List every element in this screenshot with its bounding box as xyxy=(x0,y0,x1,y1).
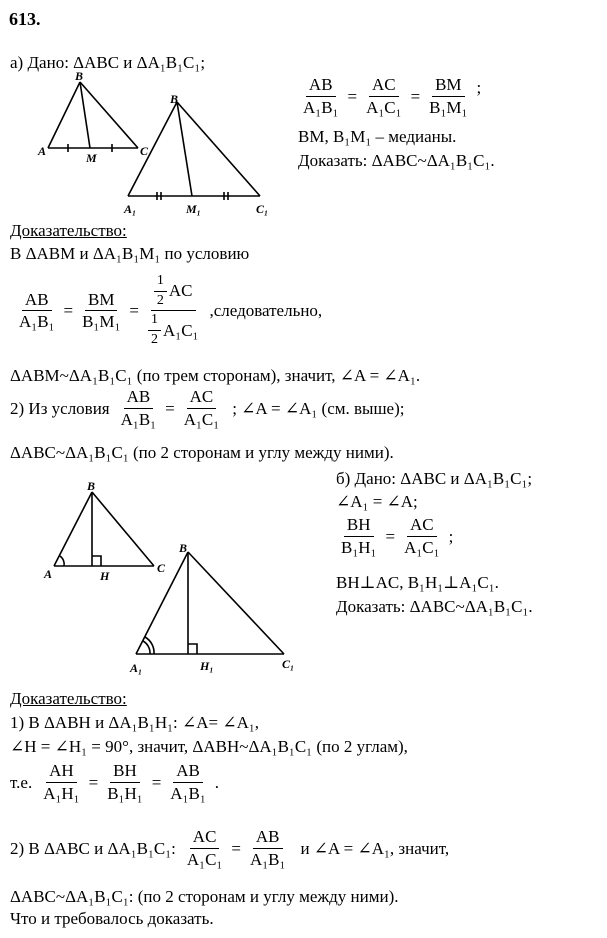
frac-den: B₁H₁ xyxy=(107,783,143,803)
proof-b-line3: т.е. $\frac{AH}{\text{A₁H₁}}$ = $\frac{BH}{\text{B₁H₁}}$ = $\frac{AB}{\text{A₁B₁}}$ . xyxy=(10,761,220,803)
triangle-abc-small xyxy=(48,82,138,152)
frac-den: A₁B₁ xyxy=(170,783,206,803)
ratio-end: ; xyxy=(448,526,454,546)
label-c1: C₁ xyxy=(282,657,295,671)
part-a-prove: Доказать: ΔABC~ΔA₁B₁C₁. xyxy=(298,151,495,170)
line3-end: . xyxy=(214,772,220,792)
frac-den: A₁B₁ xyxy=(303,97,339,117)
half-den: 2 xyxy=(150,332,158,348)
frac-den: B₁H₁ xyxy=(341,537,377,557)
problem-number: 613. xyxy=(9,9,41,29)
frac-den: A₁B₁ xyxy=(19,312,55,332)
frac-den: A₁C₁ xyxy=(183,409,220,429)
part-a-figures xyxy=(20,70,290,220)
frac-num: AB xyxy=(173,762,203,783)
proof-a-heading: Доказательство: xyxy=(10,221,127,240)
line4-post: и ∠A = ∠A₁, значит, xyxy=(300,838,450,858)
proof-a-line4: ΔABC~ΔA₁B₁C₁ (по 2 сторонам и углу между ними). xyxy=(10,443,394,462)
frac-num: BH xyxy=(110,762,140,783)
label-a: A xyxy=(44,567,53,581)
part-a-ratio: $\frac{AB}{\text{A₁B₁}}$ = $\frac{AC}{\text{A₁C₁}}$ = $\frac{BM}{\text{B₁M₁}}$ ; xyxy=(298,76,481,117)
frac-den: B₁M₁ xyxy=(82,312,121,332)
part-b-figures xyxy=(30,474,300,684)
proof-a-line2: ΔABM~ΔA₁B₁C₁ (по трем сторонам), значит, ∠A = ∠A₁. xyxy=(10,366,421,385)
frac-den: B₁M₁ xyxy=(429,97,468,117)
label-m: M xyxy=(86,151,97,165)
proof-b-line6: Что и требовалось доказать. xyxy=(10,909,214,928)
label-b1: B xyxy=(170,92,179,106)
label-c: C xyxy=(157,561,166,575)
part-a-medians: BM, B₁M₁ – медианы. xyxy=(298,127,457,146)
part-b-perp: BH⊥AC, B₁H₁⊥A₁C₁. xyxy=(336,573,499,592)
part-a-given: а) Дано: ΔABC и ΔA₁B₁C₁; xyxy=(10,53,206,72)
frac-num: AB xyxy=(253,828,283,849)
frac-num-tail: AC xyxy=(168,281,193,301)
frac-den: A₁H₁ xyxy=(43,783,80,803)
frac-num: AH xyxy=(46,762,77,783)
frac-num: AC xyxy=(369,76,399,97)
label-b: B xyxy=(75,70,84,83)
line3-post: ; ∠A = ∠A₁ (см. выше); xyxy=(232,398,405,418)
frac-num: AC xyxy=(190,828,220,849)
half-num: 1 xyxy=(154,274,167,292)
label-b1: B xyxy=(179,541,188,555)
frac-den: A₁C₁ xyxy=(186,849,223,869)
frac-num: AC xyxy=(187,388,217,409)
frac-num: AB xyxy=(124,388,154,409)
frac-num: BM xyxy=(432,76,464,97)
half-num: 1 xyxy=(148,313,161,331)
proof-a-equation: $\frac{AB}{\text{A₁B₁}}$ = $\frac{BM}{\text{B₁M₁}}$ = $\frac{1}{2}$ AC $\frac{1}{2}$ A₁C₁ ,следовательно, xyxy=(14,274,322,348)
label-c: C xyxy=(140,144,149,158)
line3-pre: т.е. xyxy=(10,772,33,792)
frac-den: A₁B₁ xyxy=(120,409,157,429)
label-m1: M₁ xyxy=(186,202,201,216)
label-b: B xyxy=(87,479,96,493)
label-a1: A₁ xyxy=(130,661,143,675)
line3-pre: 2) Из условия xyxy=(10,398,110,418)
proof-a-line1: В ΔABM и ΔA₁B₁M₁ по условию xyxy=(10,244,250,263)
line4-pre: 2) В ΔABC и ΔA₁B₁C₁: xyxy=(10,838,176,858)
label-c1: C₁ xyxy=(256,202,269,216)
ratio-end: ; xyxy=(476,77,482,97)
proof-b-heading: Доказательство: xyxy=(10,689,127,708)
triangle-abc-small-b xyxy=(54,492,154,566)
frac-den: A₁C₁ xyxy=(366,97,402,117)
eq-tail: ,следовательно, xyxy=(209,301,323,321)
proof-b-line5: ΔABC~ΔA₁B₁C₁: (по 2 сторонам и углу между ними). xyxy=(10,887,399,906)
label-h1: H₁ xyxy=(200,659,214,673)
label-h: H xyxy=(100,569,110,583)
frac-num: BH xyxy=(344,516,374,537)
proof-b-line1: 1) В ΔABH и ΔA₁B₁H₁: ∠A= ∠A₁, xyxy=(10,713,260,732)
frac-den: A₁C₁ xyxy=(404,537,440,557)
proof-b-line4: 2) В ΔABC и ΔA₁B₁C₁: $\frac{AC}{\text{A₁C₁}}$ = $\frac{AB}{\text{A₁B₁}}$ и ∠A = ∠A₁, значит, xyxy=(10,827,450,869)
frac-den-tail: A₁C₁ xyxy=(162,320,199,340)
frac-num: AB xyxy=(22,291,52,312)
half-den: 2 xyxy=(156,292,164,308)
frac-num: BM xyxy=(85,291,117,312)
proof-a-line3: 2) Из условия $\frac{AB}{\text{A₁B₁}}$ = $\frac{AC}{\text{A₁C₁}}$ ; ∠A = ∠A₁ (см. выше); xyxy=(10,387,405,429)
frac-num: AB xyxy=(306,76,336,97)
frac-num: AC xyxy=(407,516,437,537)
proof-b-line2: ∠H = ∠H₁ = 90°, значит, ΔABH~ΔA₁B₁C₁ (по 2 углам), xyxy=(10,737,408,756)
part-b-given: б) Дано: ΔABC и ΔA₁B₁C₁; xyxy=(336,469,533,488)
label-a1: A₁ xyxy=(124,202,137,216)
frac-den: A₁B₁ xyxy=(249,849,286,869)
label-a: A xyxy=(38,144,47,158)
part-b-angle: ∠A₁ = ∠A; xyxy=(336,492,418,511)
part-b-ratio: $\frac{BH}{\text{B₁H₁}}$ = $\frac{AC}{\text{A₁C₁}}$ ; xyxy=(336,516,453,557)
part-b-prove: Доказать: ΔABC~ΔA₁B₁C₁. xyxy=(336,597,533,616)
